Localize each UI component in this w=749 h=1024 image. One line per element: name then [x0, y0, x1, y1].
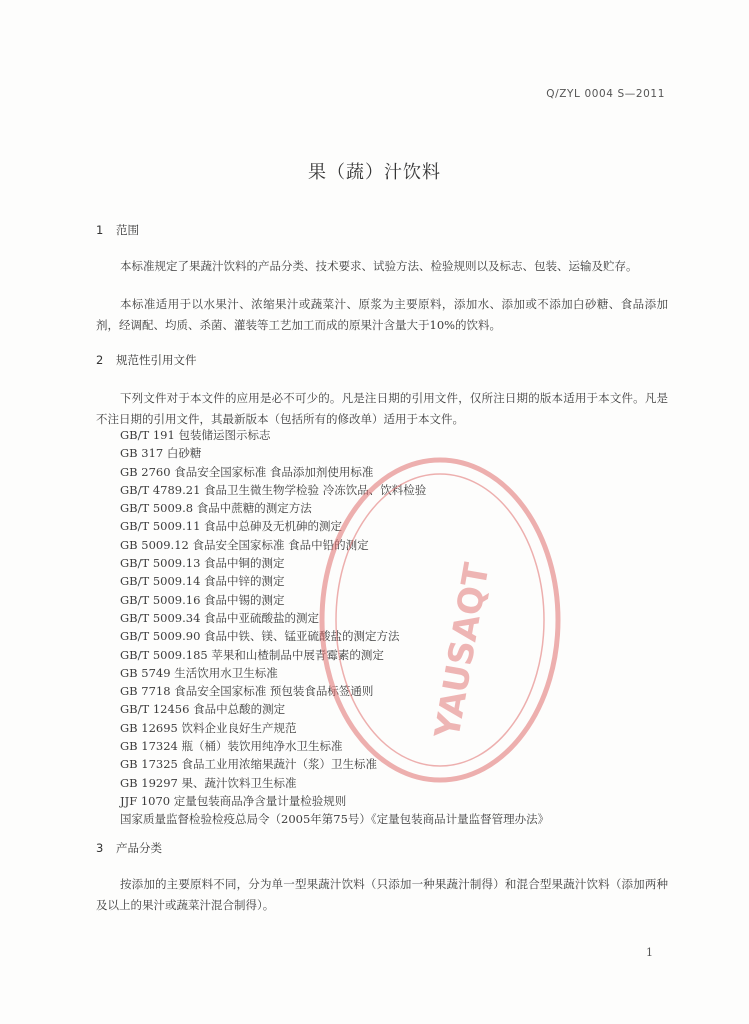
section-1-heading: [96, 222, 139, 238]
reference-item: GB/T 5009.34 食品中亚硫酸盐的测定: [120, 610, 320, 625]
section-number: 3: [96, 841, 104, 855]
reference-item: GB 2760 食品安全国家标准 食品添加剂使用标准: [120, 464, 374, 479]
reference-item: GB/T 5009.90 食品中铁、镁、锰亚硫酸盐的测定方法: [120, 629, 400, 644]
reference-item: GB/T 5009.8 食品中蔗糖的测定方法: [120, 501, 312, 516]
reference-item: GB 19297 果、蔬汁饮料卫生标准: [120, 775, 297, 790]
section-3-paragraph-1: 按添加的主要原料不同，分为单一型果蔬汁饮料（只添加一种果蔬汁制得）和混合型果蔬汁饮料（添加两种及以上的果汁或蔬菜汁混合制得）。: [96, 877, 668, 912]
section-2-paragraph-1: 下列文件对于本文件的应用是必不可少的。凡是注日期的引用文件，仅所注日期的版本适用于本文件。凡是不注日期的引用文件，其最新版本（包括所有的修改单）适用于本文件。: [96, 391, 668, 426]
reference-item: GB/T 5009.14 食品中锌的测定: [120, 574, 285, 589]
section-title: 规范性引用文件: [116, 353, 197, 367]
reference-item: JJF 1070 定量包装商品净含量计量检验规则: [120, 793, 347, 808]
reference-item: GB 5009.12 食品安全国家标准 食品中铅的测定: [120, 537, 369, 552]
svg-text:YAUSAQT: YAUSAQT: [427, 560, 498, 742]
reference-item: GB/T 4789.21 食品卫生微生物学检验 冷冻饮品、饮料检验: [120, 482, 427, 497]
reference-item: GB/T 5009.11 食品中总砷及无机砷的测定: [120, 519, 343, 534]
section-number: 2: [96, 353, 104, 367]
reference-item: 国家质量监督检验检疫总局令（2005年第75号）《定量包装商品计量监督管理办法》: [120, 812, 550, 827]
section-title: 产品分类: [116, 841, 162, 855]
reference-item: GB 12695 饮料企业良好生产规范: [120, 720, 297, 735]
reference-item: GB/T 5009.16 食品中锡的测定: [120, 592, 285, 607]
reference-list: [120, 426, 549, 829]
reference-item: GB 317 白砂糖: [120, 446, 202, 461]
page-number: 1: [646, 946, 653, 959]
reference-item: GB/T 191 包装储运图示标志: [120, 428, 271, 442]
reference-item: GB 7718 食品安全国家标准 预包装食品标签通则: [120, 684, 374, 699]
document-title: 果（蔬）汁饮料: [308, 162, 441, 183]
reference-item: GB/T 12456 食品中总酸的测定: [120, 702, 286, 717]
reference-item: GB 17325 食品工业用浓缩果蔬汁（浆）卫生标准: [120, 757, 378, 772]
reference-item: GB 5749 生活饮用水卫生标准: [120, 665, 278, 680]
document-code: Q/ZYL 0004 S—2011: [546, 88, 665, 100]
reference-item: GB/T 5009.13 食品中铜的测定: [120, 556, 285, 571]
section-3-heading: [96, 840, 162, 856]
reference-item: GB/T 5009.185 苹果和山楂制品中展青霉素的测定: [120, 647, 384, 662]
section-2-heading: [96, 352, 197, 368]
reference-item: GB 17324 瓶（桶）装饮用纯净水卫生标准: [120, 739, 343, 754]
section-1-paragraph-2: 本标准适用于以水果汁、浓缩果汁或蔬菜汁、原浆为主要原料，添加水、添加或不添加白砂糖、食品添加剂，经调配、均质、杀菌、灌装等工艺加工而成的原果汁含量大于10%的饮料。: [96, 297, 668, 332]
section-number: 1: [96, 223, 104, 237]
section-title: 范围: [116, 223, 139, 237]
section-1-paragraph-1: 本标准规定了果蔬汁饮料的产品分类、技术要求、试验方法、检验规则以及标志、包装、运输及贮存。: [120, 259, 638, 273]
